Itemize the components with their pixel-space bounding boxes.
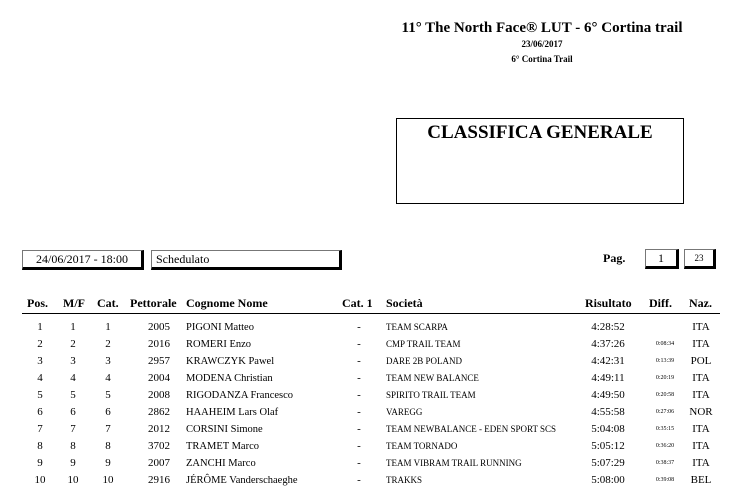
cell-result: 5:05:12 bbox=[591, 440, 625, 452]
page-total-field: 23 bbox=[684, 249, 716, 269]
cell-mf: 10 bbox=[67, 474, 79, 486]
cell-bib: 2008 bbox=[148, 389, 170, 401]
cell-name: TRAMET Marco bbox=[186, 441, 260, 452]
cell-result: 4:42:31 bbox=[591, 355, 625, 367]
event-title: 11° The North Face® LUT - 6° Cortina trail bbox=[401, 20, 683, 36]
cell-cat1: - bbox=[357, 457, 361, 469]
table-row bbox=[0, 387, 741, 404]
table-row bbox=[0, 353, 741, 370]
cell-nat: ITA bbox=[692, 440, 710, 452]
cell-diff: 0:20:19 bbox=[655, 375, 675, 381]
cell-mf: 6 bbox=[70, 406, 76, 418]
table-row bbox=[0, 370, 741, 387]
status-field: Schedulato bbox=[151, 250, 342, 270]
cell-bib: 2004 bbox=[148, 372, 170, 384]
cell-club: VAREGG bbox=[386, 407, 423, 417]
cell-cat: 8 bbox=[105, 440, 111, 452]
cell-result: 5:07:29 bbox=[591, 457, 625, 469]
col-header-bib: Pettorale bbox=[130, 296, 177, 310]
table-row bbox=[0, 404, 741, 421]
cell-pos: 7 bbox=[37, 423, 43, 435]
cell-cat1: - bbox=[357, 474, 361, 486]
table-row bbox=[0, 336, 741, 353]
cell-name: KRAWCZYK Pawel bbox=[186, 356, 275, 367]
cell-name: ZANCHI Marco bbox=[186, 458, 256, 469]
cell-nat: POL bbox=[690, 355, 712, 367]
cell-mf: 2 bbox=[70, 338, 76, 350]
table-row bbox=[0, 455, 741, 472]
cell-cat1: - bbox=[357, 372, 361, 384]
event-subtitle: 6° Cortina Trail bbox=[511, 54, 573, 64]
cell-result: 4:49:11 bbox=[591, 372, 625, 384]
col-header-cat: Cat. bbox=[97, 296, 119, 310]
cell-name: HAAHEIM Lars Olaf bbox=[186, 407, 279, 418]
cell-cat1: - bbox=[357, 440, 361, 452]
cell-nat: ITA bbox=[692, 457, 710, 469]
header-divider bbox=[22, 313, 720, 314]
cell-mf: 8 bbox=[70, 440, 76, 452]
cell-cat: 7 bbox=[105, 423, 111, 435]
col-header-club: Società bbox=[386, 296, 423, 310]
cell-pos: 3 bbox=[37, 355, 43, 367]
cell-name: CORSINI Simone bbox=[186, 424, 263, 435]
cell-cat1: - bbox=[357, 406, 361, 418]
cell-diff: 0:38:37 bbox=[655, 460, 675, 466]
datetime-field: 24/06/2017 - 18:00 bbox=[22, 250, 144, 270]
cell-diff: 0:27:06 bbox=[655, 409, 675, 415]
cell-bib: 2007 bbox=[148, 457, 170, 469]
cell-cat1: - bbox=[357, 338, 361, 350]
cell-bib: 2005 bbox=[148, 321, 170, 333]
table-row bbox=[0, 319, 741, 336]
cell-cat: 3 bbox=[105, 355, 111, 367]
col-header-diff: Diff. bbox=[649, 296, 672, 310]
page-number-field: 1 bbox=[645, 249, 679, 269]
cell-cat: 4 bbox=[105, 372, 111, 384]
cell-result: 4:55:58 bbox=[591, 406, 625, 418]
cell-result: 4:49:50 bbox=[591, 389, 625, 401]
cell-mf: 9 bbox=[70, 457, 76, 469]
cell-mf: 5 bbox=[70, 389, 76, 401]
col-header-cat1: Cat. 1 bbox=[342, 296, 373, 310]
cell-mf: 1 bbox=[70, 321, 76, 333]
cell-nat: ITA bbox=[692, 389, 710, 401]
col-header-pos: Pos. bbox=[27, 296, 48, 310]
col-header-name: Cognome Nome bbox=[186, 296, 268, 310]
cell-diff: 0:39:08 bbox=[655, 477, 675, 483]
cell-bib: 2957 bbox=[148, 355, 170, 367]
cell-club: SPIRITO TRAIL TEAM bbox=[386, 390, 476, 400]
cell-bib: 3702 bbox=[148, 440, 170, 452]
table-row bbox=[0, 438, 741, 455]
cell-pos: 8 bbox=[37, 440, 43, 452]
cell-bib: 2862 bbox=[148, 406, 170, 418]
classification-title: CLASSIFICA GENERALE bbox=[427, 122, 653, 143]
cell-result: 5:04:08 bbox=[591, 423, 625, 435]
col-header-result: Risultato bbox=[585, 296, 632, 310]
table-row bbox=[0, 421, 741, 438]
cell-pos: 1 bbox=[37, 321, 43, 333]
cell-club: TRAKKS bbox=[386, 475, 423, 485]
cell-bib: 2916 bbox=[148, 474, 170, 486]
cell-name: RIGODANZA Francesco bbox=[186, 390, 294, 401]
cell-club: TEAM TORNADO bbox=[386, 441, 458, 451]
cell-nat: BEL bbox=[690, 474, 712, 486]
cell-nat: ITA bbox=[692, 338, 710, 350]
cell-cat: 1 bbox=[105, 321, 111, 333]
cell-nat: ITA bbox=[692, 321, 710, 333]
cell-club: DARE 2B POLAND bbox=[386, 356, 463, 366]
event-date: 23/06/2017 bbox=[521, 39, 563, 49]
cell-result: 5:08:00 bbox=[591, 474, 625, 486]
cell-cat: 6 bbox=[105, 406, 111, 418]
cell-club: TEAM NEW BALANCE bbox=[386, 373, 479, 383]
cell-name: MODENA Christian bbox=[186, 373, 273, 384]
cell-nat: ITA bbox=[692, 423, 710, 435]
cell-bib: 2016 bbox=[148, 338, 170, 350]
cell-result: 4:37:26 bbox=[591, 338, 625, 350]
cell-club: TEAM NEWBALANCE - EDEN SPORT SCS bbox=[386, 424, 557, 434]
cell-name: JÉRÔME Vanderschaeghe bbox=[186, 475, 298, 486]
cell-cat1: - bbox=[357, 355, 361, 367]
cell-diff: 0:20:58 bbox=[655, 392, 675, 398]
cell-cat: 10 bbox=[102, 474, 114, 486]
cell-pos: 2 bbox=[37, 338, 43, 350]
cell-diff: 0:36:20 bbox=[655, 443, 675, 449]
cell-cat1: - bbox=[357, 389, 361, 401]
cell-mf: 7 bbox=[70, 423, 76, 435]
cell-cat: 5 bbox=[105, 389, 111, 401]
cell-pos: 4 bbox=[37, 372, 43, 384]
cell-nat: ITA bbox=[692, 372, 710, 384]
cell-bib: 2012 bbox=[148, 423, 170, 435]
cell-club: CMP TRAIL TEAM bbox=[386, 339, 461, 349]
cell-pos: 6 bbox=[37, 406, 43, 418]
cell-mf: 3 bbox=[70, 355, 76, 367]
cell-cat: 9 bbox=[105, 457, 111, 469]
cell-cat1: - bbox=[357, 423, 361, 435]
cell-mf: 4 bbox=[70, 372, 76, 384]
cell-pos: 10 bbox=[34, 474, 46, 486]
cell-club: TEAM SCARPA bbox=[386, 322, 448, 332]
cell-club: TEAM VIBRAM TRAIL RUNNING bbox=[386, 458, 522, 468]
cell-cat1: - bbox=[357, 321, 361, 333]
cell-nat: NOR bbox=[689, 406, 713, 418]
cell-name: PIGONI Matteo bbox=[186, 322, 254, 333]
table-row bbox=[0, 472, 741, 489]
col-header-nat: Naz. bbox=[689, 296, 712, 310]
page-label: Pag. bbox=[603, 251, 626, 265]
cell-pos: 5 bbox=[37, 389, 43, 401]
cell-pos: 9 bbox=[37, 457, 43, 469]
cell-name: ROMERI Enzo bbox=[186, 339, 252, 350]
cell-diff: 0:35:15 bbox=[655, 426, 675, 432]
cell-cat: 2 bbox=[105, 338, 111, 350]
cell-diff: 0:13:39 bbox=[655, 358, 675, 364]
cell-result: 4:28:52 bbox=[591, 321, 625, 333]
col-header-mf: M/F bbox=[63, 296, 85, 310]
cell-diff: 0:08:34 bbox=[655, 341, 675, 347]
